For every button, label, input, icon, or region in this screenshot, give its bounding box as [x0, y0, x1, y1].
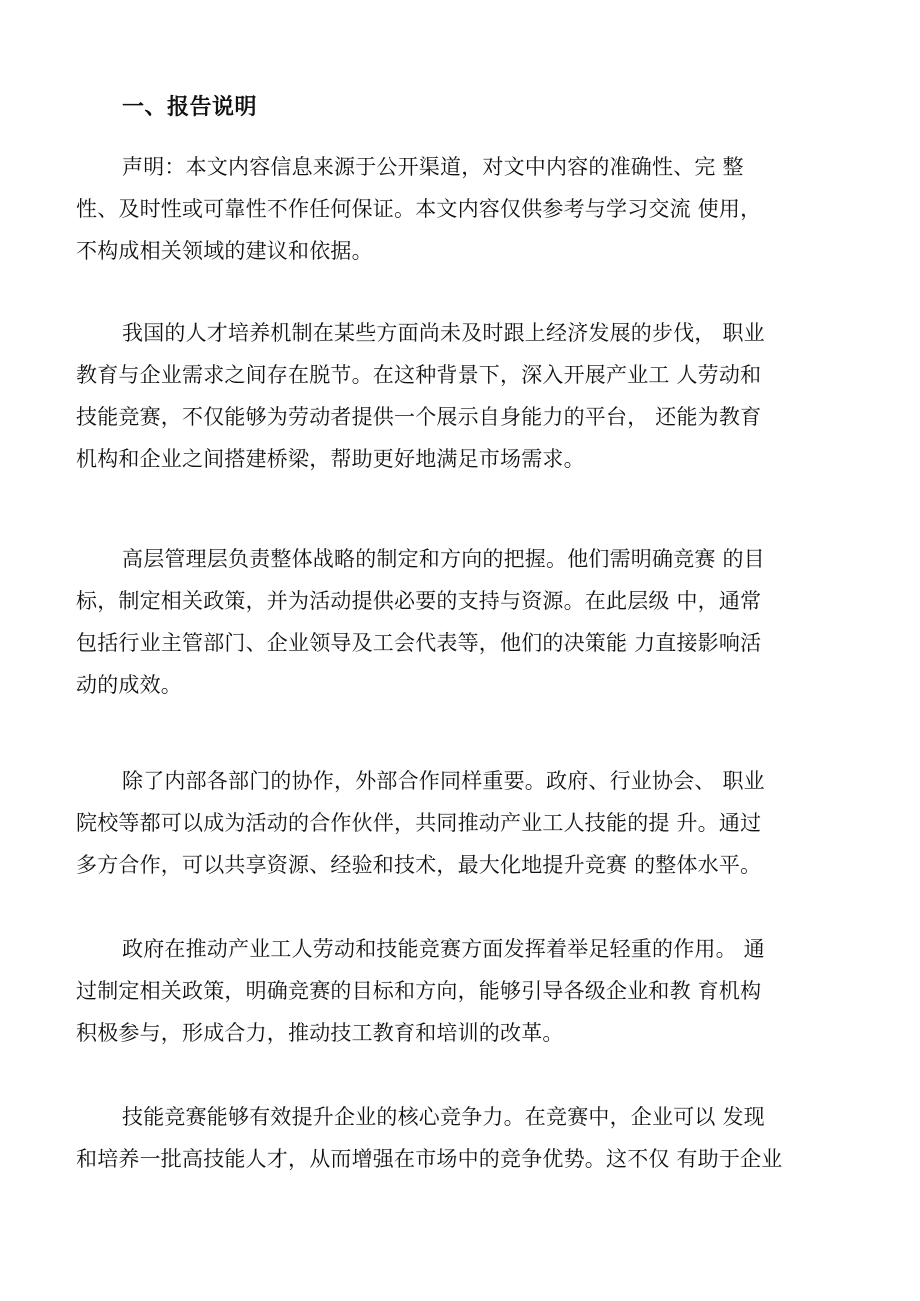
paragraph-line: 我国的人才培养机制在某些方面尚未及时跟上经济发展的步伐， 职业	[122, 321, 765, 345]
paragraph-line: 院校等都可以成为活动的合作伙伴，共同推动产业工人技能的提 升。通过	[76, 811, 762, 835]
paragraph-government-role	[76, 928, 846, 1054]
paragraph-line: 动的成效。	[76, 673, 182, 697]
paragraph-line: 过制定相关政策，明确竞赛的目标和方向，能够引导各级企业和教 育机构	[76, 979, 762, 1003]
paragraph-line: 不构成相关领域的建议和依据。	[76, 239, 373, 263]
paragraph-line: 教育与企业需求之间存在脱节。在这种背景下，深入开展产业工 人劳动和	[76, 363, 762, 387]
paragraph-line: 积极参与，形成合力，推动技工教育和培训的改革。	[76, 1021, 564, 1045]
paragraph-line: 机构和企业之间搭建桥梁，帮助更好地满足市场需求。	[76, 447, 585, 471]
paragraph-line: 除了内部各部门的协作，外部合作同样重要。政府、行业协会、 职业	[122, 769, 765, 793]
paragraph-disclaimer	[76, 146, 846, 272]
section-heading: 一、报告说明	[122, 94, 258, 120]
paragraph-core-competitiveness	[76, 1096, 846, 1180]
paragraph-line: 包括行业主管部门、企业领导及工会代表等，他们的决策能 力直接影响活	[76, 631, 762, 655]
paragraph-line: 性、及时性或可靠性不作任何保证。本文内容仅供参考与学习交流 使用，	[76, 197, 762, 221]
paragraph-line: 技能竞赛能够有效提升企业的核心竞争力。在竞赛中，企业可以 发现	[122, 1105, 765, 1129]
paragraph-line: 和培养一批高技能人才，从而增强在市场中的竞争优势。这不仅 有助于企业	[76, 1147, 783, 1171]
paragraph-line: 多方合作，可以共享资源、经验和技术，最大化地提升竞赛 的整体水平。	[76, 853, 762, 877]
paragraph-talent-training	[76, 312, 846, 480]
paragraph-line: 声明：本文内容信息来源于公开渠道，对文中内容的准确性、完 整	[122, 155, 744, 179]
paragraph-senior-management	[76, 538, 846, 706]
paragraph-line: 技能竞赛，不仅能够为劳动者提供一个展示自身能力的平台， 还能为教育	[76, 405, 762, 429]
paragraph-line: 标，制定相关政策，并为活动提供必要的支持与资源。在此层级 中，通常	[76, 589, 762, 613]
paragraph-line: 政府在推动产业工人劳动和技能竞赛方面发挥着举足轻重的作用。 通	[122, 937, 765, 961]
paragraph-external-cooperation	[76, 760, 846, 886]
paragraph-line: 高层管理层负责整体战略的制定和方向的把握。他们需明确竞赛 的目	[122, 547, 765, 571]
